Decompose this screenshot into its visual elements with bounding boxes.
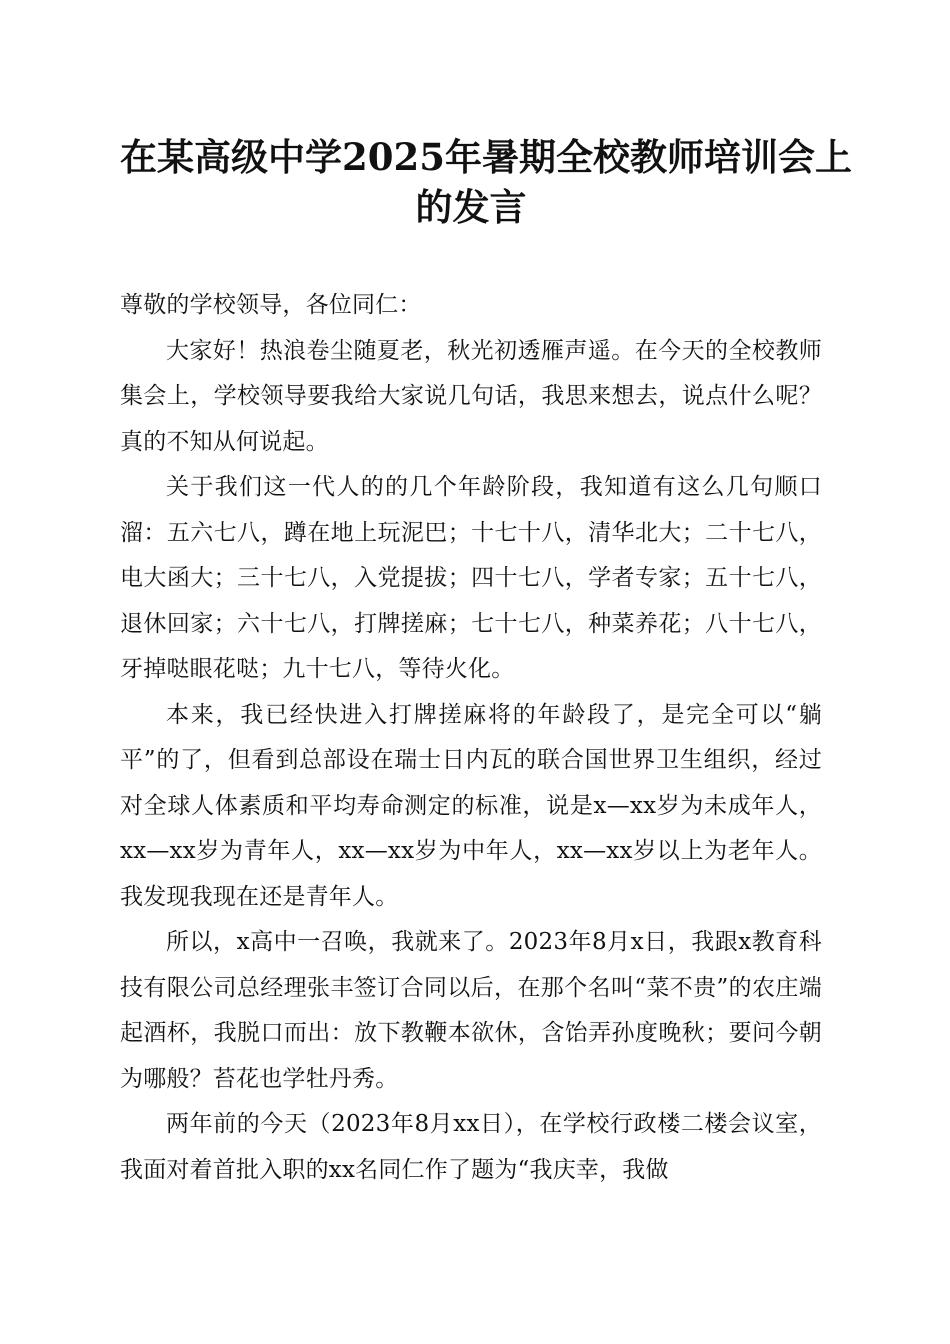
paragraph-5: 两年前的今天（2023年8月xx日），在学校行政楼二楼会议室，我面对着首批入职的xx名同仁作了题为“我庆幸，我做 (120, 1111, 822, 1183)
paragraph-2: 关于我们这一代人的的几个年龄阶段，我知道有这么几句顺口溜：五六七八，蹲在地上玩泥巴；十七十八，清华北大；二十七八，电大函大；三十七八，入党提拔；四十七八，学者专家；五十七八，退休回家；六十七八，打牌搓麻；七十七八，种菜养花；八十七八，牙掉哒眼花哒；九十七八，等待火化。 (120, 474, 822, 682)
title-line-2: 的发言 (415, 185, 527, 229)
title-line-1: 在某高级中学2025年暑期全校教师培训会上 (120, 135, 852, 179)
document-body (120, 283, 822, 1193)
document-title (120, 132, 852, 232)
paragraph-1: 大家好！热浪卷尘随夏老，秋光初透雁声遥。在今天的全校教师集会上，学校领导要我给大家说几句话，我思来想去，说点什么呢？真的不知从何说起。 (120, 337, 822, 455)
salutation: 尊敬的学校领导，各位同仁： (120, 292, 422, 318)
paragraph-4: 所以，x高中一召唤，我就来了。2023年8月x日，我跟x教育科技有限公司总经理张丰签订合同以后，在那个名叫“菜不贵”的农庄端起酒杯，我脱口而出：放下教鞭本欲休，含饴弄孙度晚秋；要问今朝为哪般？苔花也学牡丹秀。 (120, 929, 822, 1092)
paragraph-3: 本来，我已经快进入打牌搓麻将的年龄段了，是完全可以“躺平”的了，但看到总部设在瑞士日内瓦的联合国世界卫生组织，经过对全球人体素质和平均寿命测定的标准，说是x—xx岁为未成年人，xx—xx岁为青年人，xx—xx岁为中年人，xx—xx岁以上为老年人。我发现我现在还是青年人。 (120, 701, 822, 910)
